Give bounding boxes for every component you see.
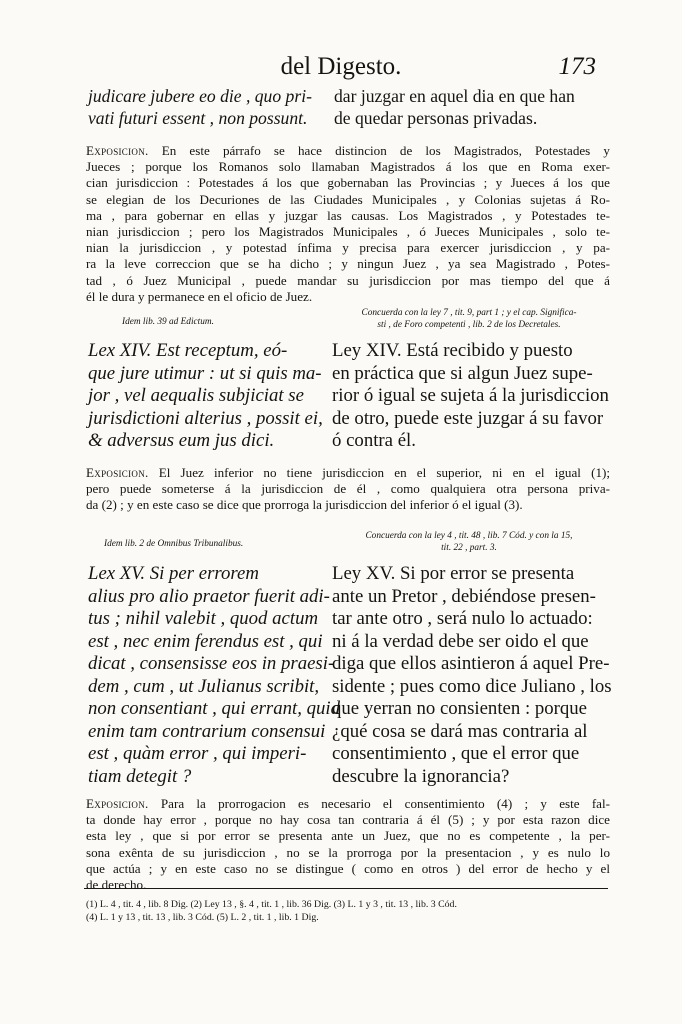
- exposition-line: tad , ó Juez Municipal , puede mandar su jurisdiccion por mas tiempo del que á: [86, 272, 610, 288]
- spanish-law-xv: [332, 563, 612, 788]
- exposition-line: de derecho.: [86, 877, 147, 893]
- spanish-line: consentimiento , que el error que: [332, 743, 580, 764]
- latin-line: & adversus eum jus dici.: [88, 430, 275, 451]
- latin-line: dem , cum , ut Julianus scribit,: [88, 675, 320, 697]
- footnote-line: (1) L. 4 , tit. 4 , lib. 8 Dig. (2) Ley 13 , §. 4 , tit. 1 , lib. 36 Dig. (3) L. 1 y 3 , tit. 13 , lib. 3 Cód.: [86, 899, 457, 910]
- exposition-line: ta donde hay error , porque no hay cosa tan contraria á él (5) ; y por esta razon dice: [86, 812, 610, 828]
- latin-line: dicat , consensisse eos in praesi-: [88, 653, 335, 674]
- running-title: del Digesto.: [280, 53, 402, 80]
- source-citation-left: Idem lib. 2 de Omnibus Tribunalibus.: [104, 539, 244, 549]
- exposition-line: Jueces ; porque los Romanos solo llamaban Magistrados á los que en Roma exer-: [86, 159, 610, 175]
- exposition-label: Exposicion.: [86, 465, 149, 480]
- latin-line: que jure utimur : ut si quis ma-: [88, 362, 322, 384]
- spanish-line: ó contra él.: [332, 430, 416, 451]
- exposition-line: cian jurisdiccion : Potestades á los que gobernaban las Provincias ; y Jueces á los que: [86, 175, 610, 191]
- spanish-line: rior ó igual se sujeta á la jurisdiccion: [332, 385, 609, 406]
- latin-line: Lex XV. Si per errorem: [88, 563, 259, 584]
- spanish-line: ¿qué cosa se dará mas contraria al: [332, 720, 588, 742]
- source-citation-left: Idem lib. 39 ad Edictum.: [122, 317, 214, 327]
- latin-line: tus ; nihil valebit , quod actum: [88, 608, 319, 629]
- spanish-line: de quedar personas privadas.: [334, 108, 538, 128]
- latin-line: est , nec enim ferendus est , qui: [88, 630, 323, 652]
- exposition-line: que actúa ; y en este caso no se distingue ( como en otros ) del error de hecho y el: [86, 860, 610, 876]
- exposition-line: sona exênta de su jurisdiccion , no se la prorroga por la presentacion , y es nulo lo: [86, 844, 610, 860]
- source-citation-right: sti , de Foro competenti , lib. 2 de los Decretales.: [377, 320, 561, 330]
- spanish-line: Ley XV. Si por error se presenta: [332, 563, 575, 584]
- spanish-line: en práctica que si algun Juez supe-: [332, 362, 593, 384]
- exposition-block: [86, 465, 610, 514]
- source-citation-right: tit. 22 , part. 3.: [441, 543, 497, 553]
- spanish-line: ante un Pretor , debiéndose presen-: [332, 585, 596, 607]
- latin-line: enim tam contrarium consensui: [88, 720, 326, 742]
- spanish-law-xiv: [332, 340, 612, 453]
- latin-line: tiam detegit ?: [88, 765, 192, 787]
- spanish-line: de otro, puede este juzgar á su favor: [332, 407, 604, 429]
- spanish-line: diga que ellos asintieron á aquel Pre-: [332, 653, 610, 674]
- spanish-line: sidente ; pues como dice Juliano , los: [332, 675, 612, 697]
- latin-line: vati futuri essent , non possunt.: [88, 108, 308, 128]
- latin-line: Lex XIV. Est receptum, eó-: [88, 340, 288, 361]
- spanish-line: que yerran no consienten : porque: [332, 698, 588, 719]
- source-citation-right: Concuerda con la ley 7 , tit. 9, part 1 ; y el cap. Significa-: [361, 308, 577, 318]
- exposition-line: él le dura y permanece en el oficio de Juez.: [86, 288, 313, 304]
- exposition-line: nian jurisdiccion ; pero los Magistrados Municipales , ó Jueces Municipales , solo te-: [86, 224, 610, 240]
- footnote-rule: [84, 888, 608, 889]
- exposition-line: nian la jurisdiccion , y potestad ínfima y precisa para exercer jurisdiccion , y pa-: [86, 240, 610, 256]
- latin-law-xv: [88, 563, 340, 788]
- latin-line: jor , vel aequalis subjiciat se: [88, 385, 304, 406]
- spanish-line: tar ante otro , será nulo lo actuado:: [332, 608, 593, 629]
- spanish-line: dar juzgar en aquel dia en que han: [334, 86, 575, 106]
- exposition-line: Exposicion. En este párrafo se hace distincion de los Magistrados, Potestades y: [86, 143, 610, 158]
- exposition-line: Exposicion. El Juez inferior no tiene jurisdiccion en el superior, ni en el igual (1);: [86, 465, 610, 480]
- exposition-line: da (2) ; y en este caso se dice que prorroga la jurisdiccion del inferior ó el igual (3).: [86, 497, 523, 513]
- spanish-line: descubre la ignorancia?: [332, 765, 510, 787]
- latin-line: est , quàm error , qui imperi-: [88, 743, 307, 764]
- exposition-block: [86, 143, 610, 305]
- source-citation-right: Concuerda con la ley 4 , tit. 48 , lib. 7 Cód. y con la 15,: [365, 531, 573, 541]
- spanish-line: ni á la verdad debe ser oido el que: [332, 630, 589, 652]
- exposition-line: se elegian de los Decuriones de las Ciudades Municipales , y Colonias sujetas á Ro-: [86, 191, 610, 207]
- exposition-line: esta ley , que si por error se presenta ante un Juez, que no es competente , la per-: [86, 828, 610, 844]
- latin-line: non consentiant , qui errant, quid: [88, 698, 340, 719]
- footnote-line: (4) L. 1 y 13 , tit. 13 , lib. 3 Cód. (5) L. 2 , tit. 1 , lib. 1 Dig.: [86, 912, 319, 923]
- latin-line: jurisdictioni alterius , possit ei,: [88, 407, 323, 429]
- exposition-line: pero puede someterse á la jurisdiccion de él , como qualquiera otra persona priva-: [86, 481, 610, 497]
- exposition-label: Exposicion.: [86, 143, 149, 158]
- footnotes: [86, 898, 610, 924]
- latin-line: judicare jubere eo die , quo pri-: [88, 86, 312, 106]
- exposition-block: [86, 796, 610, 893]
- latin-line: alius pro alio praetor fuerit adi-: [88, 585, 330, 607]
- latin-law-xiv: [88, 340, 322, 453]
- exposition-label: Exposicion.: [86, 796, 149, 811]
- page-number: 173: [558, 53, 596, 80]
- spanish-line: Ley XIV. Está recibido y puesto: [332, 340, 573, 361]
- exposition-line: Exposicion. Para la prorrogacion es necesario el consentimiento (4) ; y este fal-: [86, 796, 610, 811]
- exposition-line: ra la leve correccion que se ha dicho ; y ningun Juez , ya sea Magistrado , Potes-: [86, 256, 610, 272]
- exposition-line: ma , para gobernar en ellas y juzgar las causas. Los Magistrados , y Potestades te-: [86, 207, 610, 223]
